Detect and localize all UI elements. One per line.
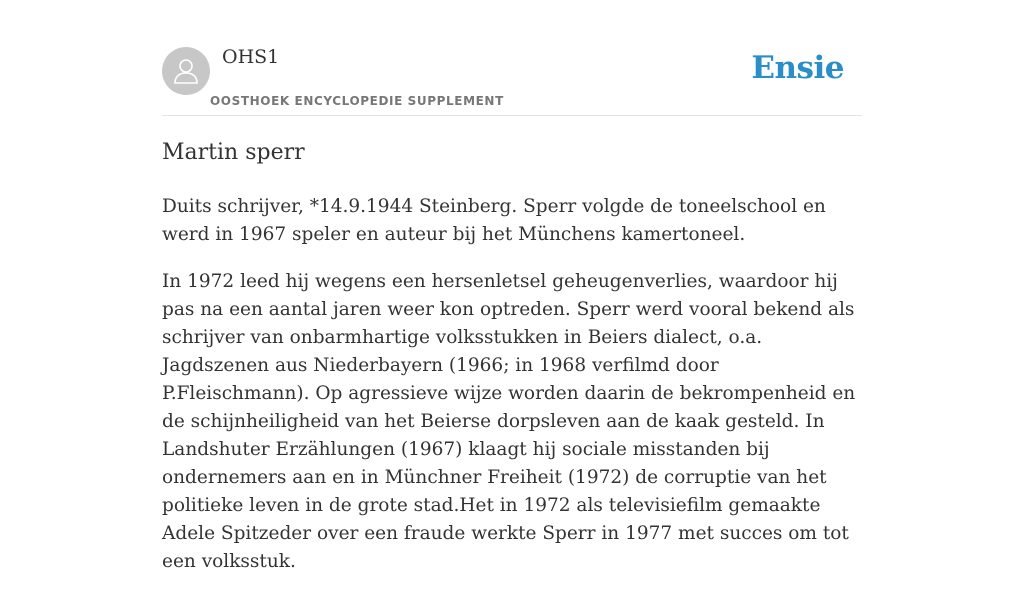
avatar[interactable] <box>162 47 210 95</box>
source-name[interactable]: OHS1 <box>222 46 280 68</box>
article-paragraph: In 1972 leed hij wegens een hersenletsel geheugenverlies, waardoor hij pas na een aantal jaren weer kon optreden. Sperr werd vooral bekend als schrijver van onbarmhartige volksstukken in Beiers dialect, o.a. Jagdszenen aus Niederbayern (1966; in 1968 verfilmd door P.Fleischmann). Op agressieve wijze worden daarin de bekrompenheid en de schijnheiligheid van het Beierse dorpsleven aan de kaak gesteld. In Landshuter Erzählungen (1967) klaagt hij sociale misstanden bij ondernemers aan en in Münchner Freiheit (1972) de corruptie van het politieke leven in de grote stad.Het in 1972 als televisiefilm gemaakte Adele Spitzeder over een fraude werkte Sperr in 1977 met succes om tot een volksstuk. <box>162 271 856 572</box>
article-title: Martin sperr <box>162 140 305 165</box>
source-full-name: OOSTHOEK ENCYCLOPEDIE SUPPLEMENT <box>210 94 504 108</box>
user-icon <box>171 56 201 86</box>
page-container <box>162 0 862 572</box>
source-header <box>162 0 862 116</box>
brand-logo[interactable]: Ensie <box>751 50 844 86</box>
article-body <box>162 193 862 595</box>
article-paragraph: Duits schrijver, *14.9.1944 Steinberg. Sperr volgde de toneelschool en werd in 1967 speler en auteur bij het Münchens kamertoneel. <box>162 196 826 245</box>
